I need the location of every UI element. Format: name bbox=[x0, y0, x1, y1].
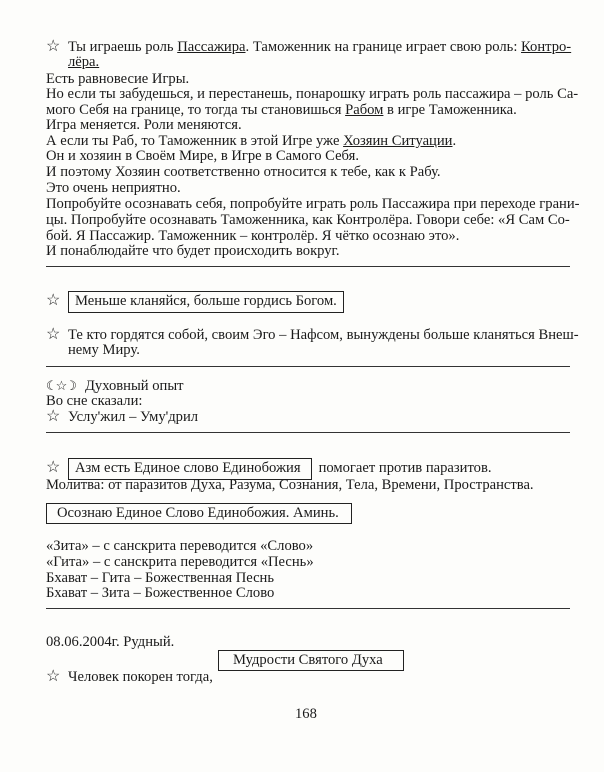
paragraph-line: Игра меняется. Роли меняются. bbox=[46, 117, 242, 133]
underlined-term: Контро- bbox=[521, 39, 572, 55]
boxed-line: ☆ Азм есть Единое слово Единобожия помогает против паразитов. bbox=[46, 458, 492, 480]
page-number: 168 bbox=[295, 706, 317, 722]
underlined-term: лёра. bbox=[68, 54, 100, 70]
section-heading: ☾☆☽ Духовный опыт bbox=[46, 378, 184, 394]
paragraph-line: Есть равновесие Игры. bbox=[46, 71, 190, 87]
star-icon: ☆ bbox=[46, 292, 61, 309]
paragraph-line: бой. Я Пассажир. Таможенник – контролёр. Я чётко осознаю это». bbox=[46, 228, 460, 244]
paragraph-line: Это очень неприятно. bbox=[46, 180, 181, 196]
section-divider bbox=[46, 608, 570, 609]
paragraph-line: «Гита» – с санскрита переводится «Песнь» bbox=[46, 554, 314, 570]
paragraph-line: ☆ Услу'жил – Уму'дрил bbox=[46, 408, 199, 425]
paragraph-line: И понаблюдайте что будет происходить вокруг. bbox=[46, 243, 340, 259]
section-divider bbox=[46, 266, 570, 267]
boxed-line bbox=[46, 291, 344, 313]
underlined-term: Пассажира bbox=[177, 39, 246, 55]
date-line: 08.06.2004г. Рудный. bbox=[46, 634, 175, 650]
paragraph-line: Молитва: от паразитов Духа, Разума, Сознания, Тела, Времени, Пространства. bbox=[46, 477, 534, 493]
star-icon: ☆ bbox=[46, 38, 61, 55]
paragraph-line: Он и хозяин в Своём Мире, в Игре в Самого Себя. bbox=[46, 148, 359, 164]
paragraph-line: мого Себя на границе, то тогда ты становишься Рабом в игре Таможенника. bbox=[46, 102, 517, 118]
paragraph-line: ☆ Те кто гордятся собой, своим Эго – Нафсом, вынуждены больше кланяться Внеш- bbox=[46, 326, 579, 343]
underlined-term: Рабом bbox=[345, 102, 384, 118]
paragraph-line: цы. Попробуйте осознавать Таможенника, как Контролёра. Говори себе: «Я Сам Со- bbox=[46, 212, 570, 228]
section-divider bbox=[46, 432, 570, 433]
paragraph-line: ☆ Человек покорен тогда, bbox=[46, 668, 213, 685]
underlined-term: Хозяин Ситуации bbox=[343, 133, 453, 149]
boxed-title: Мудрости Святого Духа bbox=[218, 650, 404, 671]
paragraph-line: И поэтому Хозяин соответственно относится к тебе, как к Рабу. bbox=[46, 164, 441, 180]
paragraph-line: ☆ Ты играешь роль Пассажира. Таможенник на границе играет свою роль: Контро- bbox=[46, 38, 572, 55]
paragraph-line bbox=[68, 54, 99, 71]
star-icon: ☆ bbox=[46, 408, 61, 425]
boxed-phrase: Осознаю Единое Слово Единобожия. Аминь. bbox=[46, 503, 352, 524]
paragraph-line: А если ты Раб, то Таможенник в этой Игре уже Хозяин Ситуации. bbox=[46, 133, 457, 149]
paragraph-line: Бхават – Зита – Божественное Слово bbox=[46, 585, 275, 601]
star-icon: ☆ bbox=[46, 459, 61, 476]
paragraph-line: «Зита» – с санскрита переводится «Слово» bbox=[46, 538, 314, 554]
paragraph-line: Бхават – Гита – Божественная Песнь bbox=[46, 570, 275, 586]
star-icon: ☆ bbox=[46, 326, 61, 343]
crescent-star-icon: ☾☆☽ bbox=[46, 378, 75, 393]
paragraph-line: Попробуйте осознавать себя, попробуйте играть роль Пассажира при переходе грани- bbox=[46, 196, 580, 212]
boxed-phrase: Азм есть Единое слово Единобожия bbox=[68, 458, 312, 480]
paragraph-line: Во сне сказали: bbox=[46, 393, 143, 409]
star-icon: ☆ bbox=[46, 668, 61, 685]
paragraph-line: Но если ты забудешься, и перестанешь, понарошку играть роль пассажира – роль Са- bbox=[46, 86, 579, 102]
paragraph-line: нему Миру. bbox=[68, 342, 140, 358]
boxed-phrase: Меньше кланяйся, больше гордись Богом. bbox=[68, 291, 344, 313]
section-divider bbox=[46, 366, 570, 367]
